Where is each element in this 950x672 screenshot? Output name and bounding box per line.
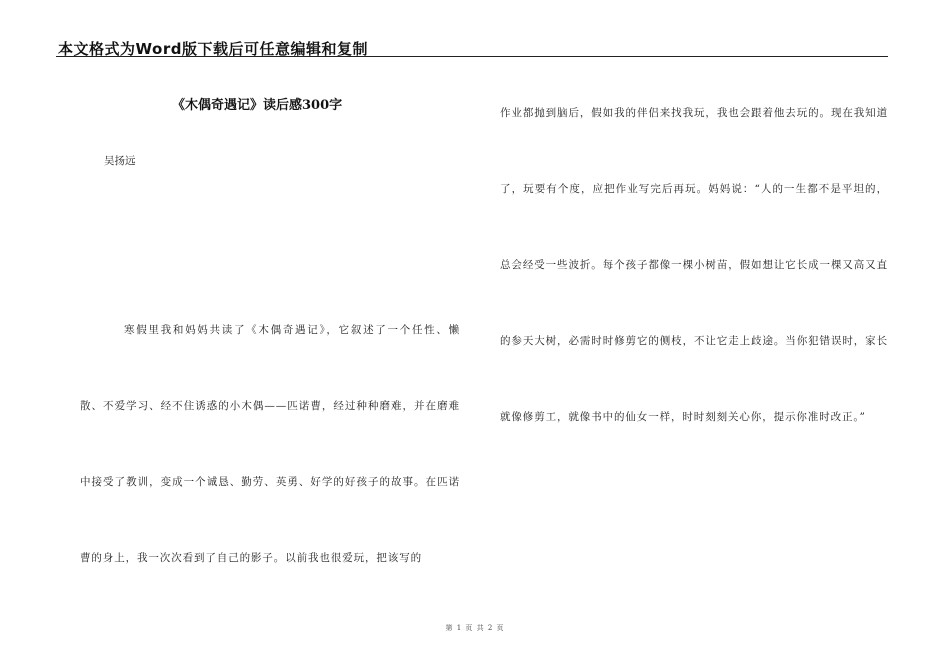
document-title: 《木偶奇遇记》读后感300字 (172, 98, 343, 113)
header-divider (56, 56, 888, 57)
author-name: 吴扬远 (104, 155, 136, 167)
text-column-right (500, 75, 888, 455)
paragraph-right: 作业都抛到脑后，假如我的伴侣来找我玩，我也会跟着他去玩的。现在我知道了，玩要有个度，应把作业写完后再玩。妈妈说：“人的一生都不是平坦的，总会经受一些波折。每个孩子都像一棵小树苗，假如想让它长成一棵又高又直的参天大树，必需时时修剪它的侧枝，不让它走上歧途。当你犯错误时，家长就像修剪工，就像书中的仙女一样，时时刻刻关心你，提示你准时改正。” (500, 107, 888, 423)
paragraph-left: 寒假里我和妈妈共读了《木偶奇遇记》，它叙述了一个任性、懒散、不爱学习、经不住诱惑的小木偶——匹诺曹，经过种种磨难，并在磨难中接受了教训，变成一个诚恳、勤劳、英勇、好学的好孩子的故事。在匹诺曹的身上，我一次次看到了自己的影子。以前我也很爱玩，把该写的 (80, 324, 460, 564)
download-banner: 本文格式为Word版下载后可任意编辑和复制 (58, 40, 368, 58)
page-number: 第 1 页 共 2 页 (445, 624, 505, 632)
text-column-left (80, 292, 460, 596)
